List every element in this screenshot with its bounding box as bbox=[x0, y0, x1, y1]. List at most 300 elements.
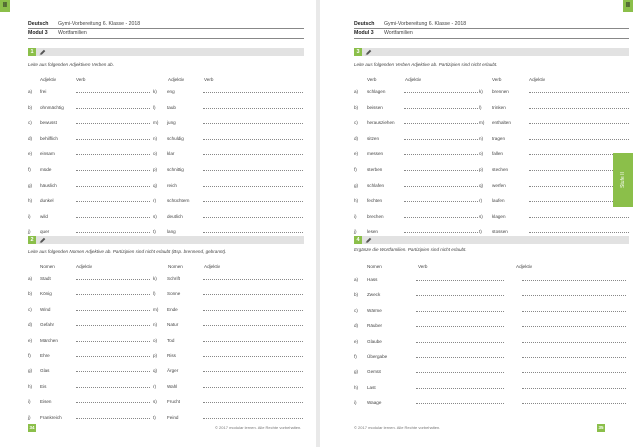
answer-line[interactable] bbox=[404, 201, 478, 202]
col-header-verb: Verb bbox=[367, 77, 377, 82]
item-word: König bbox=[40, 291, 52, 297]
answer-line[interactable] bbox=[76, 92, 150, 93]
exercise-item bbox=[354, 338, 629, 345]
module: Modul 3 bbox=[28, 30, 48, 37]
exercise-item bbox=[153, 321, 303, 328]
item-word: klagen bbox=[492, 213, 506, 219]
exercise-item bbox=[153, 135, 303, 142]
exercise-item bbox=[153, 275, 303, 282]
module: Modul 3 bbox=[354, 30, 374, 37]
answer-line[interactable] bbox=[203, 402, 303, 403]
item-letter: h) bbox=[354, 198, 359, 204]
item-letter: a) bbox=[354, 277, 359, 282]
item-word: Märchen bbox=[40, 337, 58, 343]
exercise-item bbox=[354, 291, 629, 298]
topic: Wortfamilien bbox=[384, 30, 413, 37]
answer-line[interactable] bbox=[404, 154, 478, 155]
exercise-item bbox=[479, 166, 629, 173]
item-letter: p) bbox=[479, 167, 484, 172]
item-word: brechen bbox=[367, 213, 384, 219]
col-header-adjektiv: Adjektiv bbox=[405, 77, 422, 82]
exercise-item bbox=[479, 182, 629, 189]
answer-line[interactable] bbox=[404, 123, 478, 124]
item-letter: q) bbox=[479, 182, 484, 188]
exercise-item bbox=[479, 228, 629, 235]
exercise-item bbox=[153, 290, 303, 297]
exercise-item bbox=[354, 119, 479, 126]
item-word: quer bbox=[40, 229, 50, 235]
item-letter: p) bbox=[153, 353, 158, 358]
exercise-item bbox=[28, 182, 153, 189]
item-word: reich bbox=[167, 182, 177, 188]
exercise-item bbox=[28, 383, 153, 390]
item-letter: f) bbox=[28, 353, 31, 358]
answer-line[interactable] bbox=[76, 201, 150, 202]
exercise-item bbox=[28, 197, 153, 204]
item-word: messen bbox=[367, 151, 384, 157]
item-letter: g) bbox=[28, 368, 33, 374]
answer-line[interactable] bbox=[203, 279, 303, 280]
exercise-item bbox=[153, 104, 303, 111]
answer-line[interactable] bbox=[529, 217, 629, 218]
item-letter: q) bbox=[153, 368, 158, 374]
item-letter: b) bbox=[354, 292, 359, 298]
answer-line[interactable] bbox=[203, 186, 303, 187]
item-word: Riss bbox=[167, 353, 176, 358]
item-word: Frucht bbox=[167, 399, 181, 405]
answer-line[interactable] bbox=[522, 311, 626, 312]
answer-line[interactable] bbox=[203, 356, 303, 357]
answer-line[interactable] bbox=[522, 403, 626, 404]
item-word: stossen bbox=[492, 229, 508, 235]
course-title: Gymi-Vorbereitung 6. Klasse - 2018 bbox=[58, 20, 141, 27]
answer-line[interactable] bbox=[529, 139, 629, 140]
exercise-item bbox=[354, 399, 629, 406]
col-header-adjektiv: Adjektiv bbox=[516, 264, 533, 269]
answer-line[interactable] bbox=[404, 186, 478, 187]
exercise-3-bar bbox=[354, 48, 629, 56]
item-letter: k) bbox=[153, 276, 157, 281]
answer-line[interactable] bbox=[203, 154, 303, 155]
answer-line[interactable] bbox=[529, 108, 629, 109]
answer-line[interactable] bbox=[76, 325, 150, 326]
answer-line[interactable] bbox=[416, 403, 504, 404]
item-letter: j) bbox=[354, 229, 357, 235]
exercise-item bbox=[354, 368, 629, 375]
answer-line[interactable] bbox=[416, 357, 504, 358]
exercise-item bbox=[153, 383, 303, 390]
item-letter: c) bbox=[354, 120, 358, 126]
item-letter: d) bbox=[354, 135, 359, 141]
item-word: behilflich bbox=[40, 135, 58, 141]
item-word: Räuber bbox=[367, 323, 383, 329]
exercise-item bbox=[153, 352, 303, 359]
col-header-verb: Verb bbox=[204, 77, 214, 82]
exercise-item bbox=[354, 307, 629, 314]
item-word: schuldig bbox=[167, 135, 184, 141]
exercise-item bbox=[28, 150, 153, 157]
exercise-number: 1 bbox=[28, 48, 36, 56]
exercise-item bbox=[153, 228, 303, 235]
answer-line[interactable] bbox=[529, 123, 629, 124]
answer-line[interactable] bbox=[203, 294, 303, 295]
item-word: Glas bbox=[40, 368, 50, 374]
exercise-item bbox=[479, 104, 629, 111]
exercise-item bbox=[28, 135, 153, 142]
item-word: schlagen bbox=[367, 89, 386, 94]
answer-line[interactable] bbox=[404, 170, 478, 171]
exercise-2-bar bbox=[28, 236, 304, 244]
item-letter: i) bbox=[28, 213, 31, 219]
item-word: dunkel bbox=[40, 198, 54, 204]
answer-line[interactable] bbox=[416, 326, 504, 327]
item-word: Gefahr bbox=[40, 322, 55, 328]
item-word: wild bbox=[40, 213, 48, 219]
item-letter: g) bbox=[354, 182, 359, 188]
col-header-adjektiv: Adjektiv bbox=[76, 264, 93, 269]
answer-line[interactable] bbox=[203, 170, 303, 171]
answer-line[interactable] bbox=[76, 154, 150, 155]
item-letter: f) bbox=[28, 167, 31, 172]
copyright: © 2017 modular lernen. Alle Rechte vorbehalten. bbox=[215, 425, 302, 430]
item-letter: t) bbox=[153, 229, 156, 235]
answer-line[interactable] bbox=[203, 341, 303, 342]
answer-line[interactable] bbox=[203, 387, 303, 388]
answer-line[interactable] bbox=[404, 108, 478, 109]
item-letter: g) bbox=[28, 182, 33, 188]
item-word: Last bbox=[367, 384, 376, 390]
page-header bbox=[28, 20, 304, 39]
left-page bbox=[0, 0, 316, 447]
item-letter: b) bbox=[28, 291, 33, 297]
item-letter: a) bbox=[28, 276, 33, 281]
exercise-item bbox=[479, 119, 629, 126]
item-letter: i) bbox=[28, 399, 31, 405]
answer-line[interactable] bbox=[522, 372, 626, 373]
pencil-icon bbox=[39, 237, 46, 244]
item-letter: c) bbox=[28, 120, 32, 126]
exercise-item bbox=[153, 119, 303, 126]
col-header-verb: Verb bbox=[418, 264, 428, 269]
exercise-number: 4 bbox=[354, 236, 362, 244]
item-letter: i) bbox=[354, 213, 357, 219]
item-word: Eis bbox=[40, 383, 47, 389]
answer-line[interactable] bbox=[404, 92, 478, 93]
item-letter: h) bbox=[354, 384, 359, 390]
answer-line[interactable] bbox=[76, 418, 150, 419]
answer-line[interactable] bbox=[404, 139, 478, 140]
item-word: taub bbox=[167, 104, 176, 110]
item-letter: e) bbox=[28, 151, 33, 157]
answer-line[interactable] bbox=[76, 402, 150, 403]
exercise-item bbox=[153, 414, 303, 421]
exercise-number: 2 bbox=[28, 236, 36, 244]
col-header-verb: Verb bbox=[492, 77, 502, 82]
item-word: Tod bbox=[167, 337, 175, 343]
item-word: enthalten bbox=[492, 120, 511, 126]
exercise-item bbox=[28, 119, 153, 126]
item-letter: l) bbox=[153, 104, 156, 110]
level-tab bbox=[613, 153, 633, 207]
item-letter: o) bbox=[479, 151, 484, 157]
answer-line[interactable] bbox=[76, 217, 150, 218]
exercise-item bbox=[28, 290, 153, 297]
answer-line[interactable] bbox=[522, 357, 626, 358]
item-letter: d) bbox=[28, 135, 33, 141]
item-letter: l) bbox=[479, 104, 482, 110]
answer-line[interactable] bbox=[416, 388, 504, 389]
answer-line[interactable] bbox=[416, 372, 504, 373]
col-header-adjektiv: Adjektiv bbox=[168, 77, 185, 82]
item-letter: f) bbox=[354, 354, 357, 359]
corner-marker: II bbox=[623, 0, 633, 12]
answer-line[interactable] bbox=[416, 342, 504, 343]
item-letter: c) bbox=[354, 307, 358, 313]
item-word: Schrift bbox=[167, 276, 181, 281]
item-word: Frankreich bbox=[40, 414, 62, 420]
item-letter: n) bbox=[153, 322, 158, 328]
item-letter: o) bbox=[153, 337, 158, 343]
pencil-icon bbox=[365, 237, 372, 244]
answer-line[interactable] bbox=[76, 356, 150, 357]
answer-line[interactable] bbox=[522, 388, 626, 389]
item-letter: b) bbox=[28, 104, 33, 110]
answer-line[interactable] bbox=[522, 342, 626, 343]
col-header-nomen: Nomen bbox=[367, 264, 382, 269]
exercise-item bbox=[28, 275, 153, 282]
item-letter: e) bbox=[354, 338, 359, 344]
exercise-item bbox=[153, 150, 303, 157]
exercise-item bbox=[354, 384, 629, 391]
exercise-item bbox=[354, 276, 629, 283]
answer-line[interactable] bbox=[203, 123, 303, 124]
exercise-item bbox=[479, 197, 629, 204]
item-word: müde bbox=[40, 167, 52, 172]
exercise-item bbox=[354, 197, 479, 204]
exercise-item bbox=[354, 322, 629, 329]
pencil-icon bbox=[39, 49, 46, 56]
answer-line[interactable] bbox=[203, 201, 303, 202]
exercise-item bbox=[354, 228, 479, 235]
exercise-item bbox=[354, 353, 629, 360]
item-letter: k) bbox=[479, 89, 483, 94]
answer-line[interactable] bbox=[76, 139, 150, 140]
item-letter: k) bbox=[153, 89, 157, 94]
exercise-item bbox=[28, 88, 153, 95]
exercise-item bbox=[153, 182, 303, 189]
item-letter: l) bbox=[153, 291, 156, 297]
exercise-2-instruction: Leite aus folgenden Nomen Adjektive ab. Partizipien sind nicht erlaubt (Bsp. brennend, gebrannt). bbox=[28, 249, 227, 254]
exercise-item bbox=[28, 414, 153, 421]
col-header-adjektiv: Adjektiv bbox=[40, 77, 57, 82]
exercise-item bbox=[153, 213, 303, 220]
answer-line[interactable] bbox=[529, 232, 629, 233]
exercise-item bbox=[479, 135, 629, 142]
answer-line[interactable] bbox=[416, 280, 504, 281]
item-word: häuslich bbox=[40, 182, 57, 188]
answer-line[interactable] bbox=[416, 311, 504, 312]
answer-line[interactable] bbox=[529, 92, 629, 93]
item-letter: e) bbox=[28, 337, 33, 343]
answer-line[interactable] bbox=[522, 326, 626, 327]
item-letter: p) bbox=[153, 167, 158, 172]
item-word: Ende bbox=[167, 306, 178, 312]
course-title: Gymi-Vorbereitung 6. Klasse - 2018 bbox=[384, 20, 467, 27]
answer-line[interactable] bbox=[76, 387, 150, 388]
item-word: schüchtern bbox=[167, 198, 190, 204]
answer-line[interactable] bbox=[203, 139, 303, 140]
exercise-1-bar bbox=[28, 48, 304, 56]
item-word: sterben bbox=[367, 167, 383, 172]
col-header-adjektiv: Adjektiv bbox=[529, 77, 546, 82]
exercise-item bbox=[28, 228, 153, 235]
exercise-item bbox=[354, 88, 479, 95]
page-number: 34 bbox=[29, 425, 35, 430]
answer-line[interactable] bbox=[76, 232, 150, 233]
item-letter: c) bbox=[28, 306, 32, 312]
item-letter: h) bbox=[28, 383, 33, 389]
item-letter: g) bbox=[354, 369, 359, 375]
exercise-item bbox=[28, 352, 153, 359]
answer-line[interactable] bbox=[203, 217, 303, 218]
page-header bbox=[354, 20, 629, 39]
exercise-item bbox=[28, 166, 153, 173]
item-word: sitzen bbox=[367, 135, 380, 141]
item-word: bewusst bbox=[40, 120, 57, 126]
item-word: Wahl bbox=[167, 383, 178, 389]
answer-line[interactable] bbox=[76, 123, 150, 124]
subject: Deutsch bbox=[28, 20, 49, 27]
answer-line[interactable] bbox=[76, 310, 150, 311]
item-word: fallen bbox=[492, 151, 503, 157]
answer-line[interactable] bbox=[203, 371, 303, 372]
answer-line[interactable] bbox=[522, 295, 626, 296]
item-word: herausziehen bbox=[367, 120, 395, 126]
item-letter: m) bbox=[153, 306, 159, 312]
exercise-item bbox=[354, 150, 479, 157]
answer-line[interactable] bbox=[203, 418, 303, 419]
level-tab-label: Stufe II bbox=[620, 172, 626, 188]
item-letter: f) bbox=[354, 167, 357, 172]
item-word: frei bbox=[40, 89, 47, 94]
exercise-item bbox=[28, 398, 153, 405]
col-header-nomen: Nomen bbox=[40, 264, 55, 269]
answer-line[interactable] bbox=[416, 295, 504, 296]
answer-line[interactable] bbox=[76, 170, 150, 171]
answer-line[interactable] bbox=[76, 108, 150, 109]
answer-line[interactable] bbox=[404, 217, 478, 218]
pencil-icon bbox=[365, 49, 372, 56]
item-letter: n) bbox=[479, 135, 484, 141]
answer-line[interactable] bbox=[404, 232, 478, 233]
item-word: eng bbox=[167, 89, 175, 94]
exercise-item bbox=[354, 213, 479, 220]
item-word: Gemüt bbox=[367, 369, 381, 375]
item-word: laufen bbox=[492, 198, 505, 204]
item-letter: i) bbox=[354, 400, 357, 406]
item-word: Wind bbox=[40, 306, 51, 312]
item-word: Hass bbox=[367, 277, 378, 282]
item-word: Natur bbox=[167, 322, 179, 328]
item-letter: j) bbox=[28, 229, 31, 235]
item-letter: s) bbox=[153, 213, 157, 219]
item-letter: s) bbox=[153, 399, 157, 405]
col-header-adjektiv: Adjektiv bbox=[204, 264, 221, 269]
answer-line[interactable] bbox=[76, 371, 150, 372]
exercise-item bbox=[153, 166, 303, 173]
answer-line[interactable] bbox=[203, 92, 303, 93]
item-word: trinken bbox=[492, 104, 506, 110]
item-word: fechten bbox=[367, 198, 383, 204]
exercise-item bbox=[28, 213, 153, 220]
col-header-nomen: Nomen bbox=[168, 264, 183, 269]
exercise-4-bar bbox=[354, 236, 629, 244]
answer-line[interactable] bbox=[76, 341, 150, 342]
item-letter: d) bbox=[354, 323, 359, 329]
item-word: beissen bbox=[367, 104, 383, 110]
item-word: deutlich bbox=[167, 213, 183, 219]
exercise-item bbox=[153, 398, 303, 405]
subject: Deutsch bbox=[354, 20, 375, 27]
item-letter: m) bbox=[153, 120, 159, 126]
item-letter: n) bbox=[153, 135, 158, 141]
item-word: schnittig bbox=[167, 167, 184, 172]
exercise-item bbox=[354, 182, 479, 189]
corner-marker: II bbox=[0, 0, 10, 12]
exercise-3-instruction: Leite aus folgenden Verben Adjektive ab. Partizipien sind nicht erlaubt. bbox=[354, 62, 498, 67]
item-letter: t) bbox=[153, 414, 156, 420]
answer-line[interactable] bbox=[76, 294, 150, 295]
exercise-item bbox=[479, 150, 629, 157]
item-letter: q) bbox=[153, 182, 158, 188]
item-word: Ehre bbox=[40, 353, 50, 358]
item-word: werfen bbox=[492, 182, 506, 188]
answer-line[interactable] bbox=[203, 108, 303, 109]
item-letter: r) bbox=[479, 198, 483, 204]
item-letter: b) bbox=[354, 104, 359, 110]
answer-line[interactable] bbox=[76, 279, 150, 280]
answer-line[interactable] bbox=[522, 280, 626, 281]
item-word: Eisen bbox=[40, 399, 52, 405]
item-word: tragen bbox=[492, 135, 506, 141]
exercise-item bbox=[28, 104, 153, 111]
item-word: Feind bbox=[167, 414, 179, 420]
item-letter: j) bbox=[28, 414, 31, 420]
item-letter: o) bbox=[153, 151, 158, 157]
item-letter: t) bbox=[479, 229, 482, 235]
exercise-item bbox=[153, 367, 303, 374]
right-page bbox=[320, 0, 633, 447]
item-letter: e) bbox=[354, 151, 359, 157]
exercise-item bbox=[153, 88, 303, 95]
item-word: Sonne bbox=[167, 291, 181, 297]
item-letter: h) bbox=[28, 198, 33, 204]
copyright: © 2017 modular lernen. Alle Rechte vorbehalten. bbox=[354, 425, 441, 430]
answer-line[interactable] bbox=[76, 186, 150, 187]
item-word: schlafen bbox=[367, 182, 385, 188]
topic: Wortfamilien bbox=[58, 30, 87, 37]
answer-line[interactable] bbox=[203, 232, 303, 233]
item-word: brennen bbox=[492, 89, 509, 94]
exercise-number: 3 bbox=[354, 48, 362, 56]
answer-line[interactable] bbox=[203, 325, 303, 326]
item-word: Übergabe bbox=[367, 354, 388, 359]
item-letter: m) bbox=[479, 120, 485, 126]
item-word: Ärger bbox=[167, 368, 179, 374]
col-header-verb: Verb bbox=[76, 77, 86, 82]
exercise-item bbox=[153, 337, 303, 344]
answer-line[interactable] bbox=[203, 310, 303, 311]
